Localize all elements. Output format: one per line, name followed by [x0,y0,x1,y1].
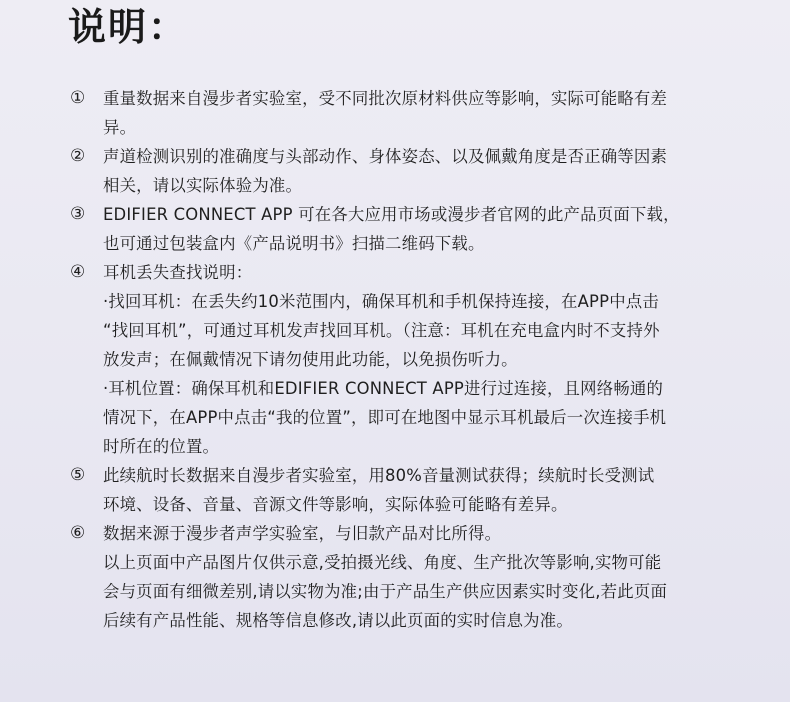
note-number: ④ [70,262,86,282]
note-item [0,200,723,258]
note-text-line: 放发声；在佩戴情况下请勿使用此功能，以免损伤听力。 [103,350,518,369]
note-text-line: 异。 [103,118,137,137]
note-number: ③ [70,204,86,224]
note-text-line: 环境、设备、音量、音源文件等影响，实际体验可能略有差异。 [103,495,568,514]
note-text-line: ·耳机位置：确保耳机和EDIFIER CONNECT APP进行过连接，且网络畅通的 [103,379,664,398]
note-text-line: 重量数据来自漫步者实验室，受不同批次原材料供应等影响，实际可能略有差 [103,89,668,108]
note-text-line: 相关，请以实际体验为准。 [103,176,303,195]
note-number: ① [70,88,86,108]
notes-list [0,84,790,635]
note-text-line: 数据来源于漫步者声学实验室，与旧款产品对比所得。 [103,524,502,543]
note-item [0,84,723,142]
note-item [0,461,723,519]
note-text-line: 时所在的位置。 [103,437,220,456]
note-text-line: “找回耳机”，可通过耳机发声找回耳机。（注意：耳机在充电盒内时不支持外 [103,321,660,340]
note-item [0,142,723,200]
note-text-line: 后续有产品性能、规格等信息修改,请以此页面的实时信息为准。 [103,611,573,630]
note-text-line: 以上页面中产品图片仅供示意,受拍摄光线、角度、生产批次等影响,实物可能 [103,553,662,572]
note-text-line: ·找回耳机：在丢失约10米范围内，确保耳机和手机保持连接，在APP中点击 [103,292,659,311]
note-text-line: 此续航时长数据来自漫步者实验室，用80%音量测试获得；续航时长受测试 [103,466,655,485]
note-item [0,519,723,635]
note-number: ⑤ [70,465,86,485]
note-text-line: 也可通过包装盒内《产品说明书》扫描二维码下载。 [103,234,485,253]
note-number: ⑥ [70,523,86,543]
note-text-line: 耳机丢失查找说明： [103,263,253,282]
note-number: ② [70,146,86,166]
note-item [0,258,723,461]
note-text-line: 情况下，在APP中点击“我的位置”，即可在地图中显示耳机最后一次连接手机 [103,408,667,427]
note-text-line: EDIFIER CONNECT APP 可在各大应用市场或漫步者官网的此产品页面下载， [103,205,680,224]
page-title: 说明： [68,5,189,49]
note-text-line: 声道检测识别的准确度与头部动作、身体姿态、以及佩戴角度是否正确等因素 [103,147,668,166]
note-text-line: 会与页面有细微差别,请以实物为准;由于产品生产供应因素实时变化,若此页面 [103,582,668,601]
